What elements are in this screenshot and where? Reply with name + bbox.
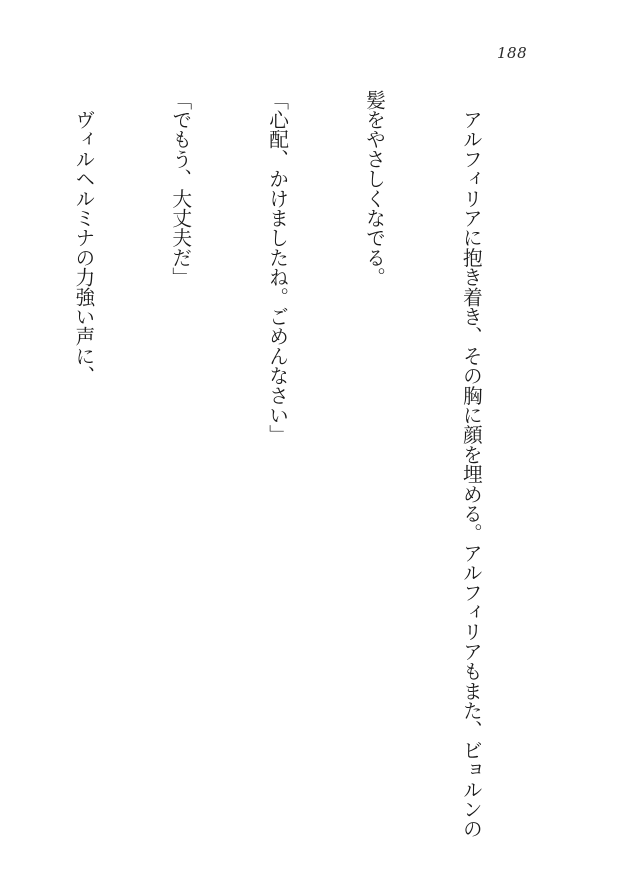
text-line: 「心配、かけましたね。ごめんなさい」	[265, 90, 289, 445]
text-line: アルフィリアに抱き着き、その胸に顔を埋める。アルフィリアもまた、ビョルンの	[459, 90, 483, 839]
text-line	[0, 90, 2, 850]
text-line: 「でもう、大丈夫だ」	[168, 90, 192, 287]
body-text	[0, 90, 551, 850]
text-line: ヴィルヘルミナの力強い声に、	[71, 90, 95, 386]
page-number: 188	[497, 44, 528, 62]
text-line: 髪をやさしくなでる。	[362, 90, 386, 287]
